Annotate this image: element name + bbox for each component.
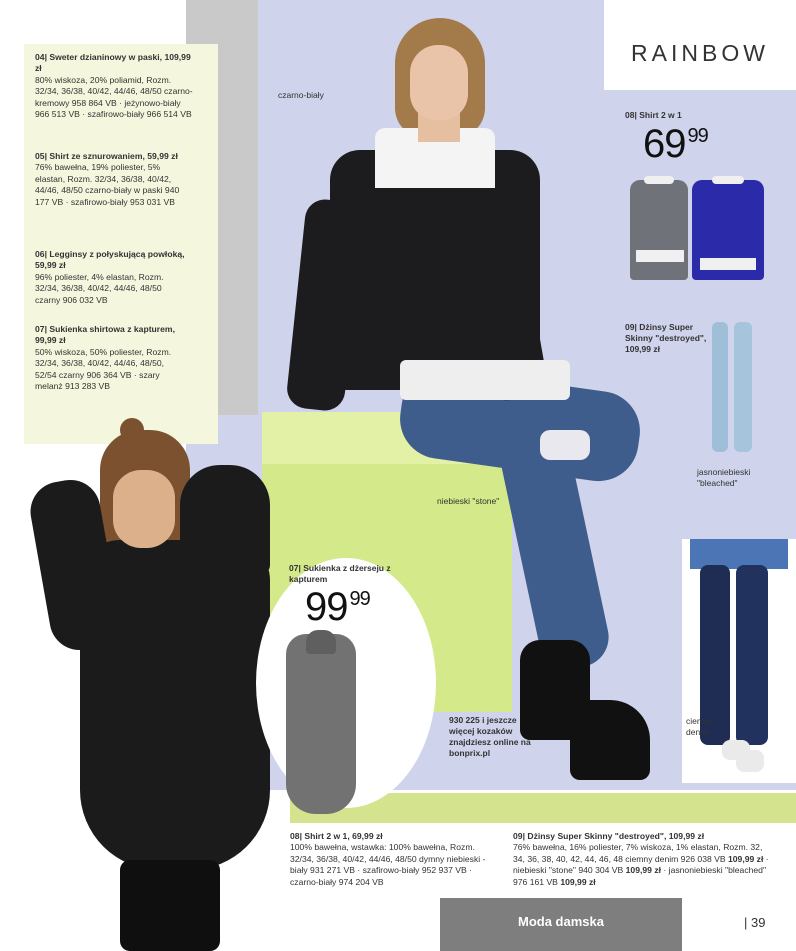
price-dec: 99	[349, 588, 370, 610]
product-entry-08: 08| Shirt 2 w 1, 69,99 zł 100% bawełna, wstawka: 100% bawełna, Rozm. 32/34, 36/38, 40/42, 44/46, 48/50 dymny niebieski - biały 931 271 VB · szafirowo-biały 952 937 VB · czarno-biały 974 204 VB	[290, 831, 500, 888]
light-jeans-leg	[734, 322, 752, 452]
sneaker	[736, 750, 764, 772]
item-title: Shirt 2 w 1, 69,99 zł	[304, 831, 383, 841]
label-czarno-bialy: czarno-biały	[278, 90, 324, 100]
item-title: Sukienka z dżerseju z kapturem	[289, 563, 391, 584]
label-ciemny-denim: ciemny denim	[686, 716, 713, 737]
item-title: Dżinsy Super Skinny "destroyed", 109,99 zł	[625, 322, 707, 354]
product-entry-06: 06| Legginsy z połyskującą powłoką, 59,99 zł 96% poliester, 4% elastan, Rozm. 32/34, 36/38, 40/42, 44/46, 48/50 czarny 906 032 VB	[35, 249, 187, 306]
face	[410, 45, 468, 120]
gray-dress-hood	[306, 630, 336, 654]
boots-note: 930 225 i jeszcze więcej kozaków znajdziesz online na bonprix.pl	[449, 715, 531, 758]
product-entry-07: 07| Sukienka shirtowa z kapturem, 99,99 zł 50% wiskoza, 50% poliester, Rozm. 32/34, 36/38, 40/42, 44/46, 48/50, 52/54 czarny 906 364 VB · szary melanż 913 283 VB	[35, 324, 187, 392]
price-08	[643, 122, 708, 167]
price-dec: 99	[687, 125, 708, 147]
boot	[570, 700, 650, 780]
label-niebieski-stone: niebieski "stone"	[437, 496, 500, 506]
item-number: 08	[625, 110, 635, 120]
price-int: 99	[305, 585, 348, 629]
item-desc	[513, 842, 775, 888]
desc-part: · niebieski "stone" 940 304 VB	[513, 853, 769, 876]
product-entry-04: 04| Sweter dzianinowy w paski, 109,99 zł 80% wiskoza, 20% poliamid, Rozm. 32/34, 36/38, 40/42, 44/46, 48/50 czarno-kremowy 958 864 VB · jeżynowo-biały 966 513 VB · szafirowo-biały 966 514 VB	[35, 52, 193, 120]
section-title: Moda damska	[518, 914, 604, 929]
item-number: 09	[625, 322, 635, 332]
item-desc: 96% poliester, 4% elastan, Rozm. 32/34, 36/38, 40/42, 44/46, 48/50 czarny 906 032 VB	[35, 271, 164, 305]
shirt-top	[712, 176, 744, 184]
item-desc: 100% bawełna, wstawka: 100% bawełna, Rozm. 32/34, 36/38, 40/42, 44/46, 48/50 dymny niebieski - biały 931 271 VB · szafirowo-biały 952 937 VB · czarno-biały 974 204 VB	[290, 842, 486, 887]
desc-part: 76% bawełna, 16% poliester, 7% wiskoza, 1% elastan, Rozm. 32, 34, 36, 38, 40, 42, 44, 46, 48 ciemny denim 926 038 VB	[513, 842, 763, 864]
shirt-hem	[700, 258, 756, 270]
callout-07: 07| Sukienka z dżerseju z kapturem	[289, 563, 391, 584]
price-int: 69	[643, 122, 686, 166]
item-title: Sukienka shirtowa z kapturem, 99,99 zł	[35, 324, 175, 346]
item-number: 08	[290, 831, 300, 841]
product-entry-09: 09| Dżinsy Super Skinny "destroyed", 109,99 zł 76% bawełna, 16% poliester, 7% wiskoza, 1% elastan, Rozm. 32, 34, 36, 38, 40, 42, 44, 46, 48 ciemny denim 926 038 VB 109,99 zł · niebieski "stone" 940 304 VB 109,99 zł · jasnoniebieski "bleached" 976 161 VB 109,99 zł	[513, 831, 775, 888]
item-desc: 80% wiskoza, 20% poliamid, Rozm. 32/34, 36/38, 40/42, 44/46, 48/50 czarno-kremowy 958 864 VB · jeżynowo-biały 966 513 VB · szafirowo-biały 966 514 VB	[35, 74, 193, 120]
shirt-hem	[400, 360, 570, 400]
item-desc: 50% wiskoza, 50% poliester, Rozm. 32/34, 36/38, 40/42, 44/46, 48/50, 52/54 czarny 906 364 VB · szary melanż 913 283 VB	[35, 346, 172, 392]
hair-bun	[120, 418, 144, 442]
item-number: 07	[35, 324, 45, 334]
brand-logo: RAINBOW	[631, 40, 769, 66]
item-desc: 76% bawełna, 19% poliester, 5% elastan, Rozm. 32/34, 36/38, 40/42, 44/46, 48/50 czarno-biały w paski 940 177 VB · szafirowo-biały 953 031 VB	[35, 162, 180, 207]
price: 109,99 zł	[560, 876, 596, 887]
item-number: 05	[35, 151, 45, 161]
page-number: | 39	[744, 915, 766, 930]
dark-jeans-leg	[736, 565, 768, 745]
item-number: 07	[289, 563, 299, 573]
item-title: Legginsy z połyskującą powłoką, 59,99 zł	[35, 249, 185, 271]
item-title: Dżinsy Super Skinny "destroyed", 109,99 zł	[527, 831, 705, 841]
item-number: 06	[35, 249, 45, 259]
price-07	[305, 585, 370, 630]
label-jasnoniebieski: jasnoniebieski "bleached"	[697, 467, 751, 488]
item-title: Shirt 2 w 1	[639, 110, 682, 120]
leggings	[120, 860, 220, 951]
item-number: 04	[35, 52, 45, 62]
item-title: Shirt ze sznurowaniem, 59,99 zł	[49, 151, 178, 161]
jeans-rip	[540, 430, 590, 460]
desc-part: · jasnoniebieski "bleached" 976 161 VB	[513, 865, 767, 887]
gray-shirt-product	[630, 180, 688, 280]
item-number: 09	[513, 831, 523, 841]
callout-08: 08| Shirt 2 w 1	[625, 110, 682, 120]
price: 109,99 zł	[728, 853, 764, 864]
shirt-hem	[636, 250, 684, 262]
gray-dress-product	[286, 634, 356, 814]
item-title: Sweter dzianinowy w paski, 109,99 zł	[35, 52, 191, 74]
product-entry-05: 05| Shirt ze sznurowaniem, 59,99 zł 76% bawełna, 19% poliester, 5% elastan, Rozm. 32/34, 36/38, 40/42, 44/46, 48/50 czarno-biały w paski 940 177 VB · szafirowo-biały 953 031 VB	[35, 151, 185, 208]
light-jeans-leg	[712, 322, 728, 452]
face	[113, 470, 175, 548]
callout-09: 09| Dżinsy Super Skinny "destroyed", 109,99 zł	[625, 322, 707, 354]
price: 109,99 zł	[625, 865, 662, 876]
shirt-top	[644, 176, 674, 184]
